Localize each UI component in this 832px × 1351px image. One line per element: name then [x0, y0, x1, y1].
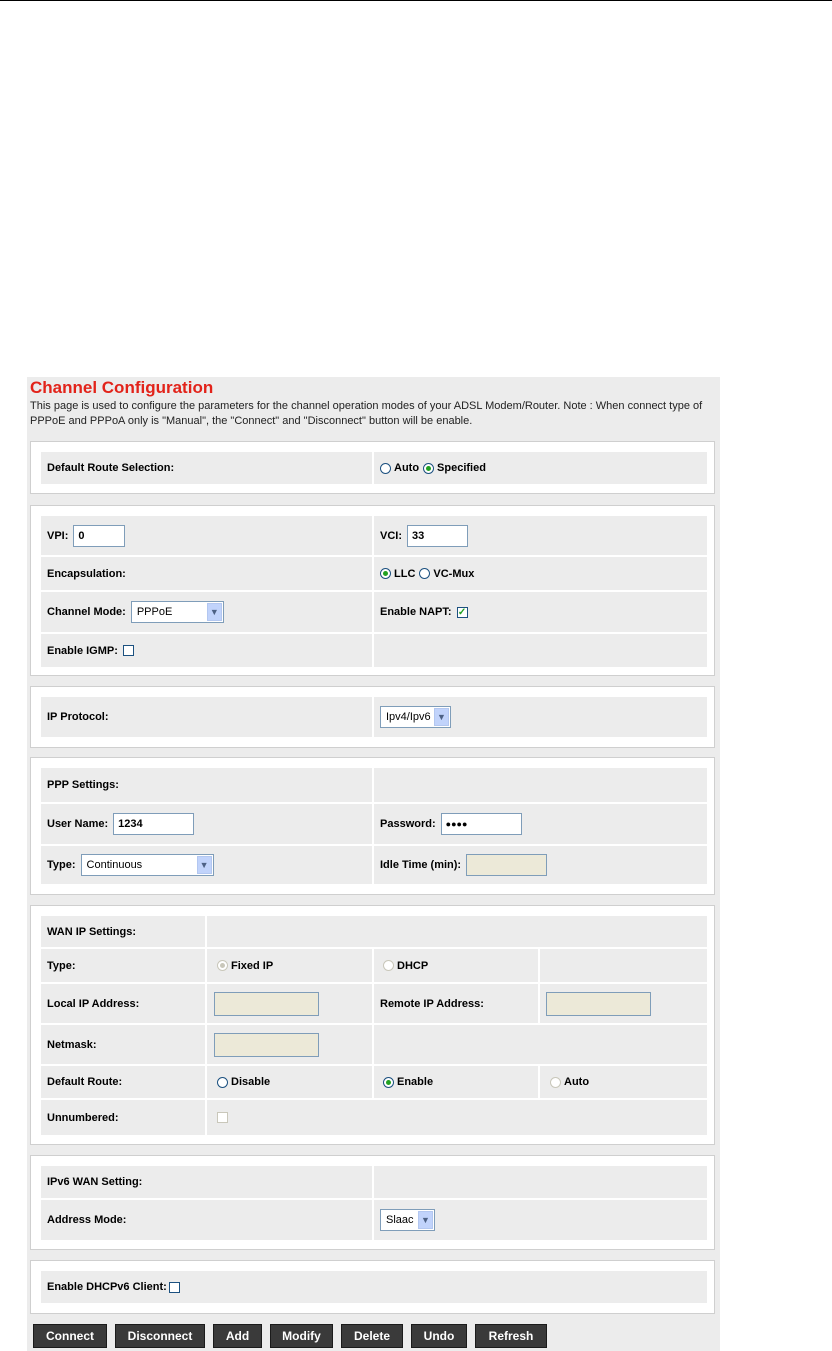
ipv6-wan-header: IPv6 WAN Setting: [47, 1176, 143, 1188]
channel-mode-value: PPPoE [136, 606, 173, 618]
ip-protocol-value: Ipv4/Ipv6 [386, 711, 431, 723]
ip-protocol-label: IP Protocol: [47, 711, 109, 723]
local-ip-label: Local IP Address: [47, 997, 140, 1010]
default-route-specified-radio[interactable] [423, 463, 434, 474]
dhcpv6-checkbox[interactable] [169, 1282, 180, 1293]
password-label: Password: [380, 818, 436, 830]
encap-vcmux-radio[interactable] [419, 568, 430, 579]
delete-button[interactable]: Delete [341, 1324, 403, 1348]
wan-default-route-enable-label: Enable [397, 1076, 434, 1088]
channel-mode-select[interactable] [131, 601, 224, 623]
wan-default-route-enable-option[interactable] [383, 1076, 433, 1088]
vci-label: VCI: [380, 529, 402, 542]
channel-settings-section [30, 505, 715, 676]
ppp-type-label: Type: [47, 859, 76, 871]
disconnect-button[interactable]: Disconnect [115, 1324, 205, 1348]
local-ip-input[interactable] [214, 992, 319, 1016]
encap-vcmux-option[interactable] [419, 568, 474, 580]
wan-default-route-auto-label: Auto [564, 1076, 590, 1088]
wan-ip-settings-section [30, 905, 715, 1145]
channel-mode-label: Channel Mode: [47, 606, 126, 618]
default-route-auto-radio[interactable] [380, 463, 391, 474]
ip-protocol-select[interactable] [380, 706, 451, 728]
dhcpv6-section [30, 1260, 715, 1314]
encap-llc-option[interactable] [380, 568, 415, 580]
wan-default-route-disable-label: Disable [231, 1076, 271, 1088]
netmask-input[interactable] [214, 1033, 319, 1057]
password-input[interactable]: ●●●● [441, 813, 522, 835]
wan-ip-header: WAN IP Settings: [47, 925, 137, 938]
idle-time-input[interactable] [466, 854, 547, 876]
page-description: This page is used to configure the parameters for the channel operation modes of your ADSL Modem/Router. Note : When connect type of PPPoE and PPPoA only is "Manual", the "Connect" and "Disconnect" button will be enable. [30, 400, 703, 427]
wan-default-route-label: Default Route: [47, 1076, 123, 1088]
encapsulation-label: Encapsulation: [47, 567, 126, 580]
wan-type-fixed-radio[interactable] [217, 960, 228, 971]
vci-input[interactable]: 33 [407, 525, 468, 547]
ppp-settings-section [30, 757, 715, 895]
remote-ip-input[interactable] [546, 992, 651, 1016]
default-route-section [30, 441, 715, 494]
modify-button[interactable]: Modify [270, 1324, 333, 1348]
remote-ip-label: Remote IP Address: [380, 997, 484, 1010]
username-input[interactable]: 1234 [113, 813, 194, 835]
top-border-line [0, 0, 832, 1]
unnumbered-checkbox[interactable] [217, 1112, 228, 1123]
connect-button[interactable]: Connect [33, 1324, 107, 1348]
netmask-label: Netmask: [47, 1038, 97, 1051]
action-button-bar [33, 1324, 555, 1348]
enable-napt-checkbox[interactable]: ✓ [457, 606, 467, 618]
wan-type-dhcp-option[interactable] [383, 960, 428, 972]
wan-default-route-auto-radio[interactable] [550, 1077, 561, 1088]
wan-default-route-disable-option[interactable] [217, 1076, 270, 1088]
address-mode-value: Slaac [386, 1214, 414, 1226]
chevron-down-icon[interactable]: ▼ [207, 603, 222, 621]
channel-configuration-panel [27, 377, 720, 1351]
unnumbered-label: Unnumbered: [47, 1111, 119, 1124]
username-label: User Name: [47, 818, 109, 830]
chevron-down-icon[interactable]: ▼ [418, 1211, 433, 1229]
ipv6-wan-section [30, 1155, 715, 1250]
encap-vcmux-label: VC-Mux [433, 567, 475, 580]
wan-default-route-auto-option[interactable] [550, 1076, 589, 1088]
encap-llc-label: LLC [394, 567, 416, 580]
ppp-type-select[interactable] [81, 854, 214, 876]
refresh-button[interactable]: Refresh [475, 1324, 547, 1348]
wan-default-route-disable-radio[interactable] [217, 1077, 228, 1088]
default-route-specified-option[interactable] [423, 462, 486, 474]
ppp-settings-header: PPP Settings: [47, 779, 119, 791]
wan-type-dhcp-label: DHCP [397, 959, 429, 972]
default-route-specified-label: Specified [437, 462, 486, 474]
idle-time-label: Idle Time (min): [380, 859, 462, 871]
enable-igmp-label: Enable IGMP: [47, 644, 118, 657]
default-route-auto-option[interactable] [380, 462, 419, 474]
encap-llc-radio[interactable] [380, 568, 391, 579]
address-mode-label: Address Mode: [47, 1214, 127, 1226]
wan-type-dhcp-radio[interactable] [383, 960, 394, 971]
wan-type-fixed-label: Fixed IP [231, 959, 274, 972]
wan-default-route-enable-radio[interactable] [383, 1077, 394, 1088]
address-mode-select[interactable] [380, 1209, 435, 1231]
page-title: Channel Configuration [30, 378, 214, 397]
ppp-type-value: Continuous [86, 859, 143, 871]
vpi-label: VPI: [47, 529, 69, 542]
chevron-down-icon[interactable]: ▼ [434, 708, 449, 726]
dhcpv6-label: Enable DHCPv6 Client: [47, 1281, 167, 1293]
enable-igmp-checkbox[interactable] [123, 645, 134, 656]
add-button[interactable]: Add [213, 1324, 262, 1348]
enable-napt-label: Enable NAPT: [380, 606, 452, 618]
wan-type-fixed-option[interactable] [217, 960, 273, 972]
undo-button[interactable]: Undo [411, 1324, 467, 1348]
wan-type-label: Type: [47, 959, 76, 972]
default-route-label: Default Route Selection: [47, 462, 175, 474]
default-route-auto-label: Auto [394, 462, 420, 474]
vpi-input[interactable]: 0 [73, 525, 125, 547]
chevron-down-icon[interactable]: ▼ [197, 856, 212, 874]
ip-protocol-section [30, 686, 715, 748]
